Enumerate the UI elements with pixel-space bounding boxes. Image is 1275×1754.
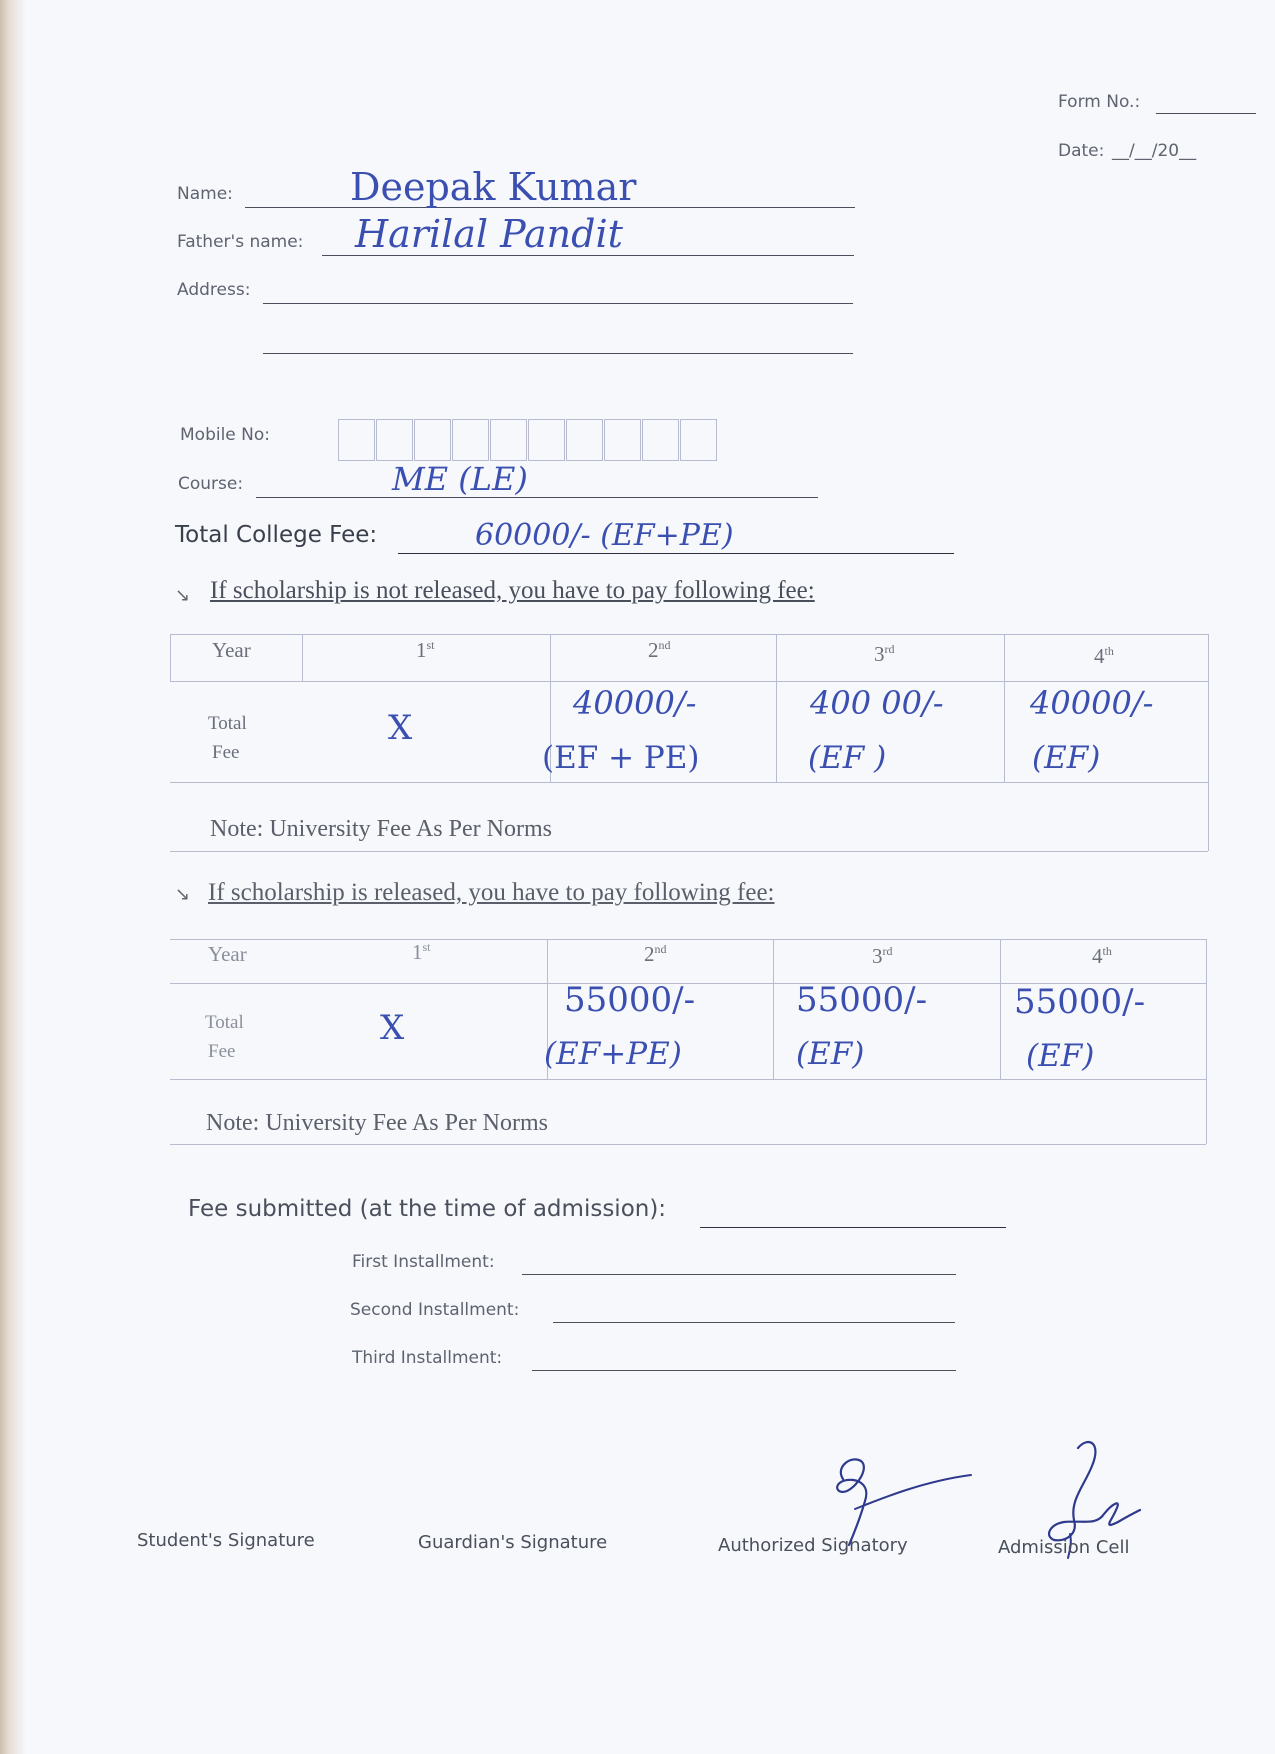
paper-edge bbox=[0, 0, 26, 1754]
mobile-digit-box[interactable] bbox=[604, 419, 641, 461]
name-value: Deepak Kumar bbox=[350, 165, 637, 209]
note-university-fee: Note: University Fee As Per Norms bbox=[210, 816, 552, 842]
year-3-header: 3rd bbox=[874, 642, 895, 666]
total-fee-header-line2: Fee bbox=[212, 742, 240, 763]
admission-cell-label: Admission Cell bbox=[998, 1537, 1130, 1558]
total-college-fee-line[interactable] bbox=[398, 553, 954, 554]
third-installment-label: Third Installment: bbox=[352, 1348, 503, 1368]
total-fee-header-line1: Total bbox=[208, 713, 247, 734]
mobile-digit-box[interactable] bbox=[376, 419, 413, 461]
mobile-digit-box[interactable] bbox=[414, 419, 451, 461]
second-installment-label: Second Installment: bbox=[350, 1300, 520, 1320]
fee-year-4-type: (EF) bbox=[1026, 1038, 1095, 1074]
mobile-digit-box[interactable] bbox=[680, 419, 717, 461]
address-label: Address: bbox=[177, 280, 251, 300]
fee-year-2-type: (EF+PE) bbox=[544, 1036, 682, 1072]
scholarship-heading: If scholarship is released, you have to pay following fee: bbox=[208, 879, 775, 906]
no-scholarship-heading: If scholarship is not released, you have to pay following fee: bbox=[210, 577, 815, 604]
year-1-header: 1st bbox=[416, 638, 435, 662]
year-header: Year bbox=[208, 942, 247, 966]
note-university-fee: Note: University Fee As Per Norms bbox=[206, 1110, 548, 1136]
fee-year-1-amount: X bbox=[388, 708, 413, 748]
total-college-fee-value: 60000/- (EF+PE) bbox=[475, 518, 734, 553]
fee-year-2-type: (EF + PE) bbox=[542, 740, 700, 776]
mobile-digit-box[interactable] bbox=[490, 419, 527, 461]
year-2-header: 2nd bbox=[644, 942, 667, 966]
total-college-fee-label: Total College Fee: bbox=[175, 522, 378, 548]
fee-submitted-line[interactable] bbox=[700, 1227, 1006, 1228]
year-header: Year bbox=[212, 638, 251, 662]
mobile-label: Mobile No: bbox=[180, 425, 271, 445]
year-1-header: 1st bbox=[412, 940, 431, 964]
date-label: Date: bbox=[1058, 141, 1105, 161]
father-name-value: Harilal Pandit bbox=[355, 212, 623, 256]
fee-year-3-amount: 55000/- bbox=[796, 980, 928, 1020]
mobile-digit-box[interactable] bbox=[528, 419, 565, 461]
mobile-digit-box[interactable] bbox=[566, 419, 603, 461]
fee-year-4-amount: 40000/- bbox=[1030, 684, 1154, 722]
mobile-digit-box[interactable] bbox=[338, 419, 375, 461]
address-line-2[interactable] bbox=[263, 353, 853, 354]
fee-year-4-type: (EF) bbox=[1032, 740, 1101, 776]
total-fee-header-line1: Total bbox=[205, 1012, 244, 1033]
year-4-header: 4th bbox=[1094, 644, 1114, 668]
fee-year-3-type: (EF ) bbox=[808, 740, 887, 776]
course-label: Course: bbox=[178, 474, 244, 494]
name-label: Name: bbox=[177, 184, 233, 204]
fee-year-2-amount: 55000/- bbox=[564, 980, 696, 1020]
authorized-signatory-label: Authorized Signatory bbox=[718, 1535, 908, 1556]
date-template[interactable]: __/__/20__ bbox=[1112, 141, 1197, 161]
fee-year-4-amount: 55000/- bbox=[1014, 982, 1146, 1022]
arrow-bullet-icon: ↘ bbox=[175, 585, 191, 606]
first-installment-line[interactable] bbox=[522, 1274, 956, 1275]
form-no-line[interactable] bbox=[1156, 113, 1256, 114]
address-line-1[interactable] bbox=[263, 303, 853, 304]
guardian-signature-label: Guardian's Signature bbox=[418, 1532, 608, 1553]
mobile-digit-box[interactable] bbox=[452, 419, 489, 461]
second-installment-line[interactable] bbox=[553, 1322, 955, 1323]
third-installment-line[interactable] bbox=[532, 1370, 956, 1371]
student-signature-label: Student's Signature bbox=[137, 1530, 315, 1551]
course-value: ME (LE) bbox=[392, 460, 528, 498]
year-2-header: 2nd bbox=[648, 638, 671, 662]
fee-year-3-type: (EF) bbox=[796, 1036, 865, 1072]
fee-year-2-amount: 40000/- bbox=[573, 684, 697, 722]
year-4-header: 4th bbox=[1092, 944, 1112, 968]
course-line[interactable] bbox=[256, 497, 818, 498]
fee-submitted-label: Fee submitted (at the time of admission): bbox=[188, 1196, 667, 1222]
mobile-digit-box[interactable] bbox=[642, 419, 679, 461]
first-installment-label: First Installment: bbox=[352, 1252, 495, 1272]
total-fee-header-line2: Fee bbox=[208, 1041, 236, 1062]
fee-year-3-amount: 400 00/- bbox=[810, 684, 944, 722]
father-name-label: Father's name: bbox=[177, 232, 304, 252]
fee-year-1-amount: X bbox=[380, 1008, 405, 1048]
year-3-header: 3rd bbox=[872, 944, 893, 968]
arrow-bullet-icon: ↘ bbox=[175, 884, 191, 905]
form-no-label: Form No.: bbox=[1058, 92, 1141, 112]
